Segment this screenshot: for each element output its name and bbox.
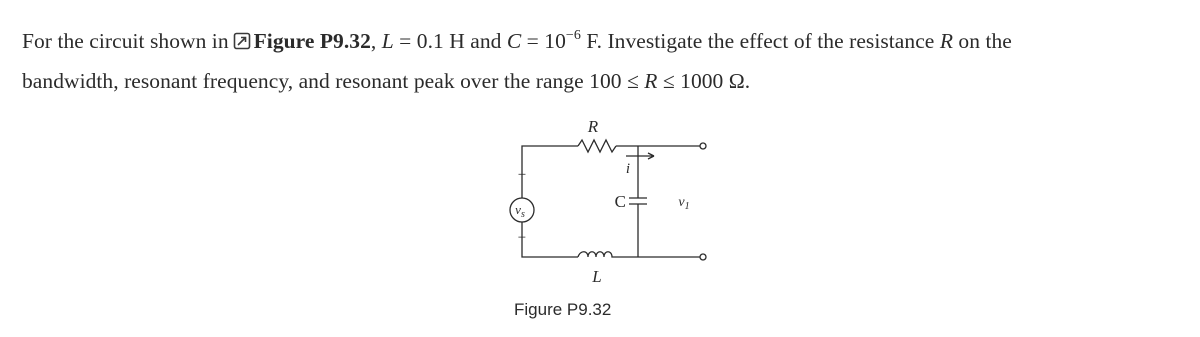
label-vs: $v_s$ bbox=[515, 202, 525, 220]
line2-head: bandwidth, resonant frequency, and resonant peak over the range 100 ≤ bbox=[22, 69, 645, 94]
wire-left-top bbox=[522, 146, 578, 198]
circuit-diagram bbox=[500, 112, 730, 292]
capacitance-equals: = 10 bbox=[521, 29, 566, 54]
capacitance-exponent: −6 bbox=[565, 28, 581, 44]
line2-tail: ≤ 1000 Ω. bbox=[657, 69, 751, 94]
external-link-icon[interactable] bbox=[233, 32, 251, 50]
inductance-symbol: L bbox=[381, 29, 394, 54]
terminal-bottom bbox=[700, 254, 706, 260]
resistance-symbol: R bbox=[939, 29, 953, 54]
label-r: R bbox=[587, 117, 599, 136]
text-sep: , bbox=[370, 29, 382, 54]
label-minus: − bbox=[517, 230, 527, 246]
problem-intro: For the circuit shown in bbox=[22, 29, 229, 54]
capacitance-symbol: C bbox=[506, 29, 522, 54]
figure-reference-link[interactable]: Figure P9.32 bbox=[253, 29, 371, 54]
label-i: i bbox=[625, 161, 631, 177]
resistance-symbol-2: R bbox=[644, 69, 658, 94]
problem-line-1 bbox=[22, 21, 1182, 61]
line1-tail: on the bbox=[953, 29, 1012, 54]
label-plus: + bbox=[517, 167, 527, 183]
label-v1: $v_1$ bbox=[678, 195, 690, 212]
terminal-top bbox=[700, 143, 706, 149]
resistor-symbol bbox=[578, 140, 616, 152]
figure-caption: Figure P9.32 bbox=[514, 300, 612, 319]
problem-statement bbox=[22, 28, 1182, 101]
problem-line-2 bbox=[22, 61, 1182, 101]
capacitor-symbol bbox=[629, 198, 647, 204]
inductance-value: = 0.1 H and bbox=[393, 29, 507, 54]
capacitance-unit-text: F. Investigate the effect of the resistance bbox=[580, 29, 940, 54]
label-l: L bbox=[592, 267, 602, 286]
wire-left-bottom bbox=[522, 222, 578, 257]
label-c: C bbox=[614, 192, 626, 211]
inductor-symbol bbox=[578, 252, 616, 257]
